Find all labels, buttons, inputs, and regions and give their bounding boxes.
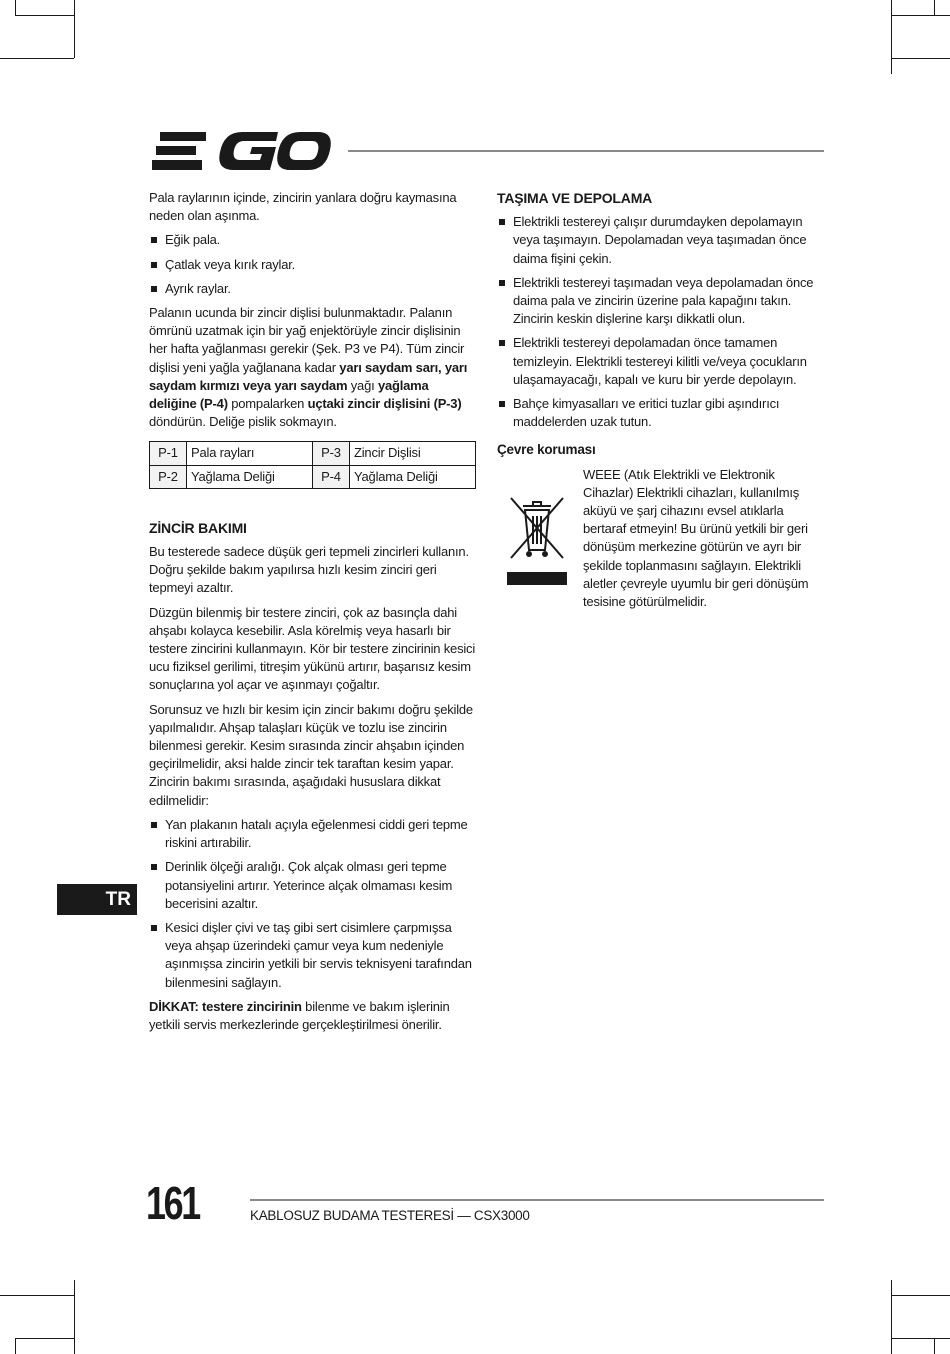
crop-mark <box>74 1280 75 1354</box>
bullet-square-icon <box>151 822 157 828</box>
list-item: Kesici dişler çivi ve taş gibi sert cisimlere çarpmışsa veya ahşap üzerindeki çamur veya kum nedeniyle aşınmışsa zincirin yetkili bir servis teknisyeni tarafından bilenmesini sağlayın. <box>149 919 477 992</box>
table-row <box>150 442 476 465</box>
chain-paragraph: Sorunsuz ve hızlı bir kesim için zincir bakımı doğru şekilde yapılmalıdır. Ahşap talaşları küçük ve tozlu ise zincirin bilenmesi gerekir. Kesim sırasında zincir ahşabın içinden geçirilmelidir, aksi halde zincir tek taraftan kesim yapar. Zincirin bakımı sırasında, aşağıdaki hususlara dikkat edilmelidir: <box>149 701 473 808</box>
list-item: Elektrikli testereyi taşımadan veya depolamadan önce daima pala ve zincirin üzerine pala kapağını takın. Zincirin keskin dişlerine karşı dikkatli olun. <box>497 274 815 329</box>
part-label: Yağlama Deliği <box>187 465 313 488</box>
crop-mark <box>934 1338 935 1354</box>
bullet-square-icon <box>499 280 505 286</box>
chain-checks-list <box>149 816 477 992</box>
left-column <box>149 189 477 1040</box>
bullet-square-icon <box>151 925 157 931</box>
transport-storage-heading: TAŞIMA VE DEPOLAMA <box>497 190 653 206</box>
ego-logo <box>150 130 332 172</box>
bullet-square-icon <box>499 219 505 225</box>
bar-wear-list <box>149 231 477 298</box>
list-item: Ayrık raylar. <box>149 280 477 298</box>
crop-mark <box>891 1338 950 1339</box>
crop-mark <box>15 0 16 15</box>
header-rule <box>348 150 824 152</box>
intro-paragraph: Pala raylarının içinde, zincirin yanlara doğru kaymasına neden olan aşınma. <box>149 190 457 224</box>
list-item: Derinlik ölçeği aralığı. Çok alçak olması geri tepme potansiyelini artırır. Yeterince alçak olmaması kesim becerisini azaltır. <box>149 858 477 913</box>
footer-rule <box>250 1199 824 1201</box>
crop-mark <box>0 58 74 59</box>
crop-mark <box>0 1295 74 1296</box>
environment-heading: Çevre koruması <box>497 442 596 458</box>
crop-mark <box>15 15 74 16</box>
bullet-square-icon <box>151 262 157 268</box>
crop-mark <box>891 1295 950 1296</box>
crop-mark <box>74 0 75 58</box>
list-item: Elektrikli testereyi depolamadan önce tamamen temizleyin. Elektrikli testereyi kilitli ve/veya çocukların ulaşamayacağı, kapalı ve kuru bir yerde depolayın. <box>497 334 815 389</box>
environment-paragraph: WEEE (Atık Elektrikli ve Elektronik Cihazlar) Elektrikli cihazları, kullanılmış aküyü ve şarj cihazını evsel atıklarla bertaraf etmeyin! Bu ürünü yetkili bir geri dönüşüm merkezine götürün ve ayrı bir şekilde toplanmasını sağlayın. Elektrikli aletler çevreyle uyumlu bir geri dönüşüm tesisine götürülmelidir. <box>583 466 809 610</box>
crop-mark <box>15 1338 74 1339</box>
crop-mark <box>891 15 950 16</box>
chain-maintenance-heading: ZİNCİR BAKIMI <box>149 519 247 536</box>
part-code: P-3 <box>313 442 350 465</box>
list-item: Yan plakanın hatalı açıyla eğelenmesi ciddi geri tepme riskini artırabilir. <box>149 816 477 852</box>
language-tab: TR <box>57 884 137 915</box>
list-item: Çatlak veya kırık raylar. <box>149 256 477 274</box>
crop-mark <box>934 0 935 15</box>
part-code: P-2 <box>150 465 187 488</box>
part-code: P-1 <box>150 442 187 465</box>
parts-table <box>149 441 476 488</box>
bullet-square-icon <box>499 340 505 346</box>
transport-list <box>497 213 815 431</box>
footer-title: KABLOSUZ BUDAMA TESTERESİ — CSX3000 <box>250 1208 530 1223</box>
part-label: Yağlama Deliği <box>350 465 476 488</box>
list-item: Eğik pala. <box>149 231 477 249</box>
bullet-square-icon <box>151 286 157 292</box>
chain-paragraph: Düzgün bilenmiş bir testere zinciri, çok az basınçla dahi ahşabı kolayca kesebilir. Asla körelmiş veya hasarlı bir testere zincirini kullanmayın. Kör bir testere zincirinin kesici ucu fiziksel gerilimi, titreşim yükünü artırır, başarısız kesim sonuçlarına yol açar ve aşınmayı çoğaltır. <box>149 604 476 693</box>
part-code: P-4 <box>313 465 350 488</box>
sprocket-paragraph: Palanın ucunda bir zincir dişlisi bulunmaktadır. Palanın ömrünü uzatmak için bir yağ enjektörüyle zincir dişlisinin her hafta yağlanması gerekir (Şek. P3 ve P4). Tüm zincir dişlisi yeni yağla yağlanana kadar yarı saydam sarı, yarı saydam kırmızı veya yarı saydam yağı yağlama deliğine (P-4) pompalarken uçtaki zincir dişlisini (P-3) döndürün. Deliğe pislik sokmayın. <box>149 305 468 430</box>
crop-mark <box>891 0 892 74</box>
weee-block <box>497 466 815 612</box>
table-row <box>150 465 476 488</box>
bullet-square-icon <box>151 237 157 243</box>
list-item: Bahçe kimyasalları ve eritici tuzlar gibi aşındırıcı maddelerden uzak tutun. <box>497 395 815 431</box>
chain-paragraph: Bu testerede sadece düşük geri tepmeli zincirleri kullanın. Doğru şekilde bakım yapılırsa hızlı kesim zinciri geri tepmeyi azaltır. <box>149 544 469 596</box>
page-number: 161 <box>146 1177 199 1229</box>
part-label: Pala rayları <box>187 442 313 465</box>
bullet-square-icon <box>499 401 505 407</box>
right-column <box>497 189 815 617</box>
bullet-square-icon <box>151 864 157 870</box>
crossed-out-bin-icon <box>507 494 567 589</box>
crop-mark <box>891 1280 892 1354</box>
list-item: Elektrikli testereyi çalışır durumdayken depolamayın veya taşımayın. Depolamadan veya taşımadan önce daima fişini çekin. <box>497 213 815 268</box>
crop-mark <box>891 58 950 59</box>
crop-mark <box>15 1338 16 1354</box>
part-label: Zincir Dişlisi <box>350 442 476 465</box>
caution-paragraph: DİKKAT: testere zincirinin bilenme ve bakım işlerinin yetkili servis merkezlerinde gerçekleştirilmesi önerilir. <box>149 998 450 1032</box>
